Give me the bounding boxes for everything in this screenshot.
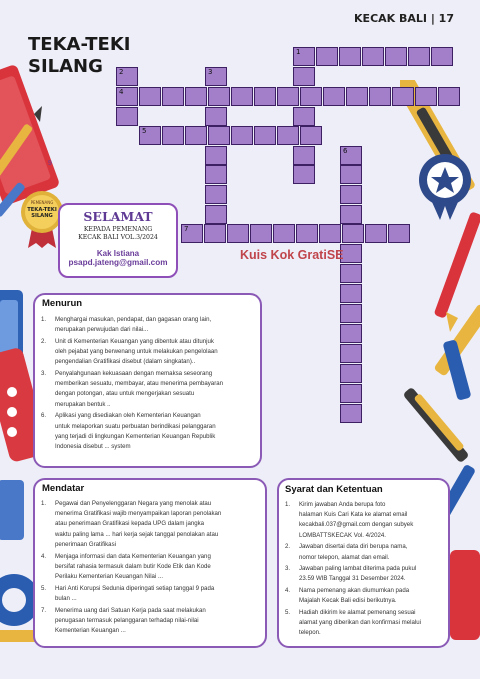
- clue-item: [285, 564, 417, 584]
- clue-text-line: Unit di Kementerian Keuangan yang dibentuk atau ditunjuk: [55, 337, 214, 345]
- crossword-cell[interactable]: [181, 224, 203, 243]
- clue-number-5: 5: [142, 127, 147, 135]
- winner-email: psapd.jateng@gmail.com: [68, 258, 168, 267]
- badge-line-2: SILANG: [31, 213, 53, 219]
- crossword-cell[interactable]: [340, 364, 362, 383]
- clue-text-line: atau penerimaan Gratifikasi kepada UPG dalam jangka: [55, 520, 205, 528]
- crossword-cell[interactable]: [340, 146, 362, 165]
- clue-text-line: Jawaban paling lambat diterima pada pukul: [299, 565, 417, 573]
- clue-text-line: Kirim jawaban Anda berupa foto: [299, 501, 386, 508]
- crossword-cell[interactable]: [205, 67, 227, 86]
- crossword-cell[interactable]: [346, 87, 368, 106]
- crossword-cell[interactable]: [116, 107, 138, 126]
- crossword-cell[interactable]: [139, 126, 161, 145]
- crossword-cell[interactable]: [227, 224, 249, 243]
- crossword-cell[interactable]: [415, 87, 437, 106]
- crossword-cell[interactable]: [231, 126, 253, 145]
- crossword-cell[interactable]: [205, 205, 227, 224]
- crossword-cell[interactable]: [205, 146, 227, 165]
- crossword-cell[interactable]: [293, 165, 315, 184]
- clue-number: 3.: [285, 565, 291, 573]
- clue-number: 2.: [285, 543, 291, 551]
- clue-item: [41, 369, 223, 410]
- crossword-cell[interactable]: [438, 87, 460, 106]
- clue-text-line: dengan potongan, atau untuk mengerjakan sesuatu: [55, 390, 195, 398]
- clue-text-line: yang terjadi di lingkungan Kementerian Keuangan Republik: [55, 432, 216, 440]
- clue-text-line: merupakan perwujudan dari nilai...: [55, 326, 149, 334]
- clue-number-2: 2: [119, 68, 124, 76]
- clue-text-line: LOMBATTSKECAK Vol. 4/2024.: [299, 531, 386, 539]
- clue-number: 5.: [285, 609, 291, 616]
- clue-item: [41, 584, 215, 604]
- clue-text-line: Menjaga informasi dan data Kementerian Keuangan yang: [55, 552, 211, 560]
- clue-item: [41, 552, 211, 583]
- clue-text-line: merupakan bentuk ..: [55, 400, 111, 408]
- crossword-cell[interactable]: [185, 126, 207, 145]
- crossword-cell[interactable]: [293, 146, 315, 165]
- crossword-cell[interactable]: [162, 126, 184, 145]
- crossword-cell[interactable]: [340, 284, 362, 303]
- clue-number: 1.: [41, 316, 47, 323]
- clue-item: [285, 500, 414, 541]
- clue-item: [285, 586, 410, 606]
- crossword-cell[interactable]: [273, 224, 295, 243]
- badge-line-1: TEKA-TEKI: [27, 207, 57, 213]
- clue-text-line: waktu paling lama ... hari kerja sejak tanggal penolakan atau: [55, 530, 219, 538]
- crossword-cell[interactable]: [340, 324, 362, 343]
- crossword-cell[interactable]: [339, 47, 361, 66]
- clue-text-line: halaman Kuis Cari Kata ke alamat email: [299, 511, 408, 519]
- congrats-line-2: KECAK BALI VOL.3/2024: [78, 234, 158, 241]
- crossword-cell[interactable]: [342, 224, 364, 243]
- crossword-cell[interactable]: [340, 165, 362, 184]
- crossword-cell[interactable]: [204, 224, 226, 243]
- clue-text-line: Majalah Kecak Bali edisi berikutnya.: [299, 597, 397, 605]
- clue-item: [41, 499, 222, 550]
- clue-text-line: memberikan sesuatu, membayar, atau menerima pembayaran: [55, 380, 223, 388]
- crossword-cell[interactable]: [116, 87, 138, 106]
- crossword-cell[interactable]: [205, 107, 227, 126]
- congrats-title: SELAMAT: [83, 209, 153, 224]
- crossword-cell[interactable]: [277, 87, 299, 106]
- clue-item: [41, 411, 216, 452]
- clue-text-line: Indonesia disebut ... system: [55, 442, 131, 450]
- clue-text-line: Menerima uang dari Satuan Kerja pada saat melakukan: [55, 606, 206, 614]
- crossword-cell[interactable]: [139, 87, 161, 106]
- crossword-cell[interactable]: [277, 126, 299, 145]
- crossword-cell[interactable]: [388, 224, 410, 243]
- clue-text-line: kecakbali.037@gmail.com dengan subyek: [299, 521, 414, 529]
- clue-text-line: bersifat rahasia termasuk dalam butir Kode Etik dan Kode: [55, 562, 211, 570]
- clue-text-line: telepon.: [299, 629, 321, 637]
- clue-number: 6.: [41, 412, 47, 420]
- crossword-cell[interactable]: [340, 304, 362, 323]
- clue-text-line: Hari Anti Korupsi Sedunia diperingati setiap tanggal 9 pada: [55, 584, 215, 592]
- crossword-cell[interactable]: [231, 87, 253, 106]
- clue-text-line: menerima Gratifikasi wajib menyampaikan laporan penolakan: [55, 510, 222, 518]
- crossword-cell[interactable]: [205, 185, 227, 204]
- clue-number: 3.: [41, 370, 47, 377]
- clue-text-line: penerimaan Gratifikasi: [55, 540, 116, 548]
- clue-item: [41, 606, 206, 637]
- crossword-cell[interactable]: [316, 47, 338, 66]
- crossword-cell[interactable]: [340, 205, 362, 224]
- crossword-cell[interactable]: [362, 47, 384, 66]
- clue-number: 7.: [41, 606, 47, 614]
- crossword-cell[interactable]: [365, 224, 387, 243]
- crossword-cell[interactable]: [293, 107, 315, 126]
- title-line-1: TEKA-TEKI: [28, 34, 131, 55]
- crossword-cell[interactable]: [431, 47, 453, 66]
- crossword-cell[interactable]: [323, 87, 345, 106]
- crossword-cell[interactable]: [340, 185, 362, 204]
- clue-number-7: 7: [184, 225, 189, 233]
- clue-number-1: 1: [296, 48, 301, 56]
- crossword-cell[interactable]: [300, 126, 322, 145]
- clue-text-line: Pegawai dan Penyelenggaran Negara yang menolak atau: [55, 500, 212, 507]
- clue-item: [41, 315, 212, 335]
- clue-number-3: 3: [208, 68, 213, 76]
- clue-text-line: Hadiah dikirim ke alamat pemenang sesuai: [299, 609, 416, 616]
- clue-number: 5.: [41, 584, 47, 592]
- crossword-cell[interactable]: [254, 126, 276, 145]
- clue-text-line: pengendalian Gratifikasi disebut (dalam singkatan)..: [55, 358, 196, 366]
- clue-item: [285, 542, 408, 562]
- clue-text-line: Jawaban disertai data diri berupa nama,: [299, 543, 408, 551]
- congrats-line-1: KEPADA PEMENANG: [83, 226, 153, 233]
- clue-text-line: nomor telepon, alamat dan email.: [299, 553, 390, 561]
- mendatar-title: Mendatar: [42, 483, 85, 494]
- clue-item: [41, 337, 218, 368]
- clue-text-line: 23.59 WIB Tanggal 31 Desember 2024.: [299, 575, 406, 583]
- clue-number: 4.: [285, 587, 291, 595]
- crossword-cell[interactable]: [392, 87, 414, 106]
- clue-number-6: 6: [343, 147, 348, 155]
- crossword-cell[interactable]: [369, 87, 391, 106]
- clue-text-line: oleh pejabat yang berwenang untuk melakukan pengelolaan: [55, 348, 218, 356]
- crossword-cell[interactable]: [116, 67, 138, 86]
- clue-text-line: Penyalahgunaan kekuasaan dengan memaksa seseorang: [55, 370, 213, 377]
- clue-text-line: Nama pemenang akan diumumkan pada: [299, 587, 410, 595]
- decor-number: 9: [48, 160, 52, 167]
- crossword-cell[interactable]: [293, 67, 315, 86]
- menurun-title: Menurun: [42, 298, 83, 309]
- clue-number: 1.: [41, 500, 47, 507]
- crossword-cell[interactable]: [293, 47, 315, 66]
- kuis-label: Kuis Kok GratiSE: [240, 248, 344, 262]
- clue-text-line: Perilaku Kementerian Keuangan Nilai ...: [55, 572, 164, 580]
- crossword-cell[interactable]: [340, 264, 362, 283]
- crossword-cell[interactable]: [208, 87, 230, 106]
- crossword-cell[interactable]: [205, 165, 227, 184]
- crossword-cell[interactable]: [208, 126, 230, 145]
- clue-number: 4.: [41, 552, 47, 560]
- page-number-label: KECAK BALI | 17: [354, 12, 454, 25]
- clue-item: [285, 608, 421, 639]
- clue-number: 1.: [285, 501, 291, 508]
- crossword-cell[interactable]: [319, 224, 341, 243]
- title-line-2: SILANG: [28, 56, 103, 77]
- crossword-cell[interactable]: [340, 404, 362, 423]
- crossword-cell[interactable]: [250, 224, 272, 243]
- clue-text-line: untuk melaporkan suatu perbuatan berindikasi pelanggaran: [55, 422, 216, 430]
- crossword-cell[interactable]: [254, 87, 276, 106]
- clue-text-line: Menghargai masukan, pendapat, dan gagasan orang lain,: [55, 316, 212, 323]
- clue-text-line: Kementerian Keuangan ...: [55, 626, 126, 634]
- clue-text-line: penugasan termasuk pelanggaran terhadap nilai-nilai: [55, 616, 199, 624]
- crossword-cell[interactable]: [300, 87, 322, 106]
- crossword-cell[interactable]: [408, 47, 430, 66]
- crossword-cell[interactable]: [340, 384, 362, 403]
- syarat-title: Syarat dan Ketentuan: [285, 484, 383, 495]
- clue-text-line: Aplikasi yang disediakan oleh Kementerian Keuangan: [55, 412, 201, 420]
- clue-number-4: 4: [119, 88, 124, 96]
- clue-text-line: alamat yang diberikan dan konfirmasi melalui: [299, 619, 421, 627]
- crossword-cell[interactable]: [340, 344, 362, 363]
- badge-top-text: PEMENANG: [30, 200, 54, 205]
- clue-text-line: bulan ...: [55, 594, 77, 602]
- crossword-cell[interactable]: [162, 87, 184, 106]
- clue-number: 2.: [41, 337, 47, 345]
- crossword-cell[interactable]: [296, 224, 318, 243]
- crossword-cell[interactable]: [385, 47, 407, 66]
- crossword-cell[interactable]: [185, 87, 207, 106]
- winner-name: Kak Istiana: [96, 249, 140, 258]
- congrats-subtitle: [58, 226, 178, 242]
